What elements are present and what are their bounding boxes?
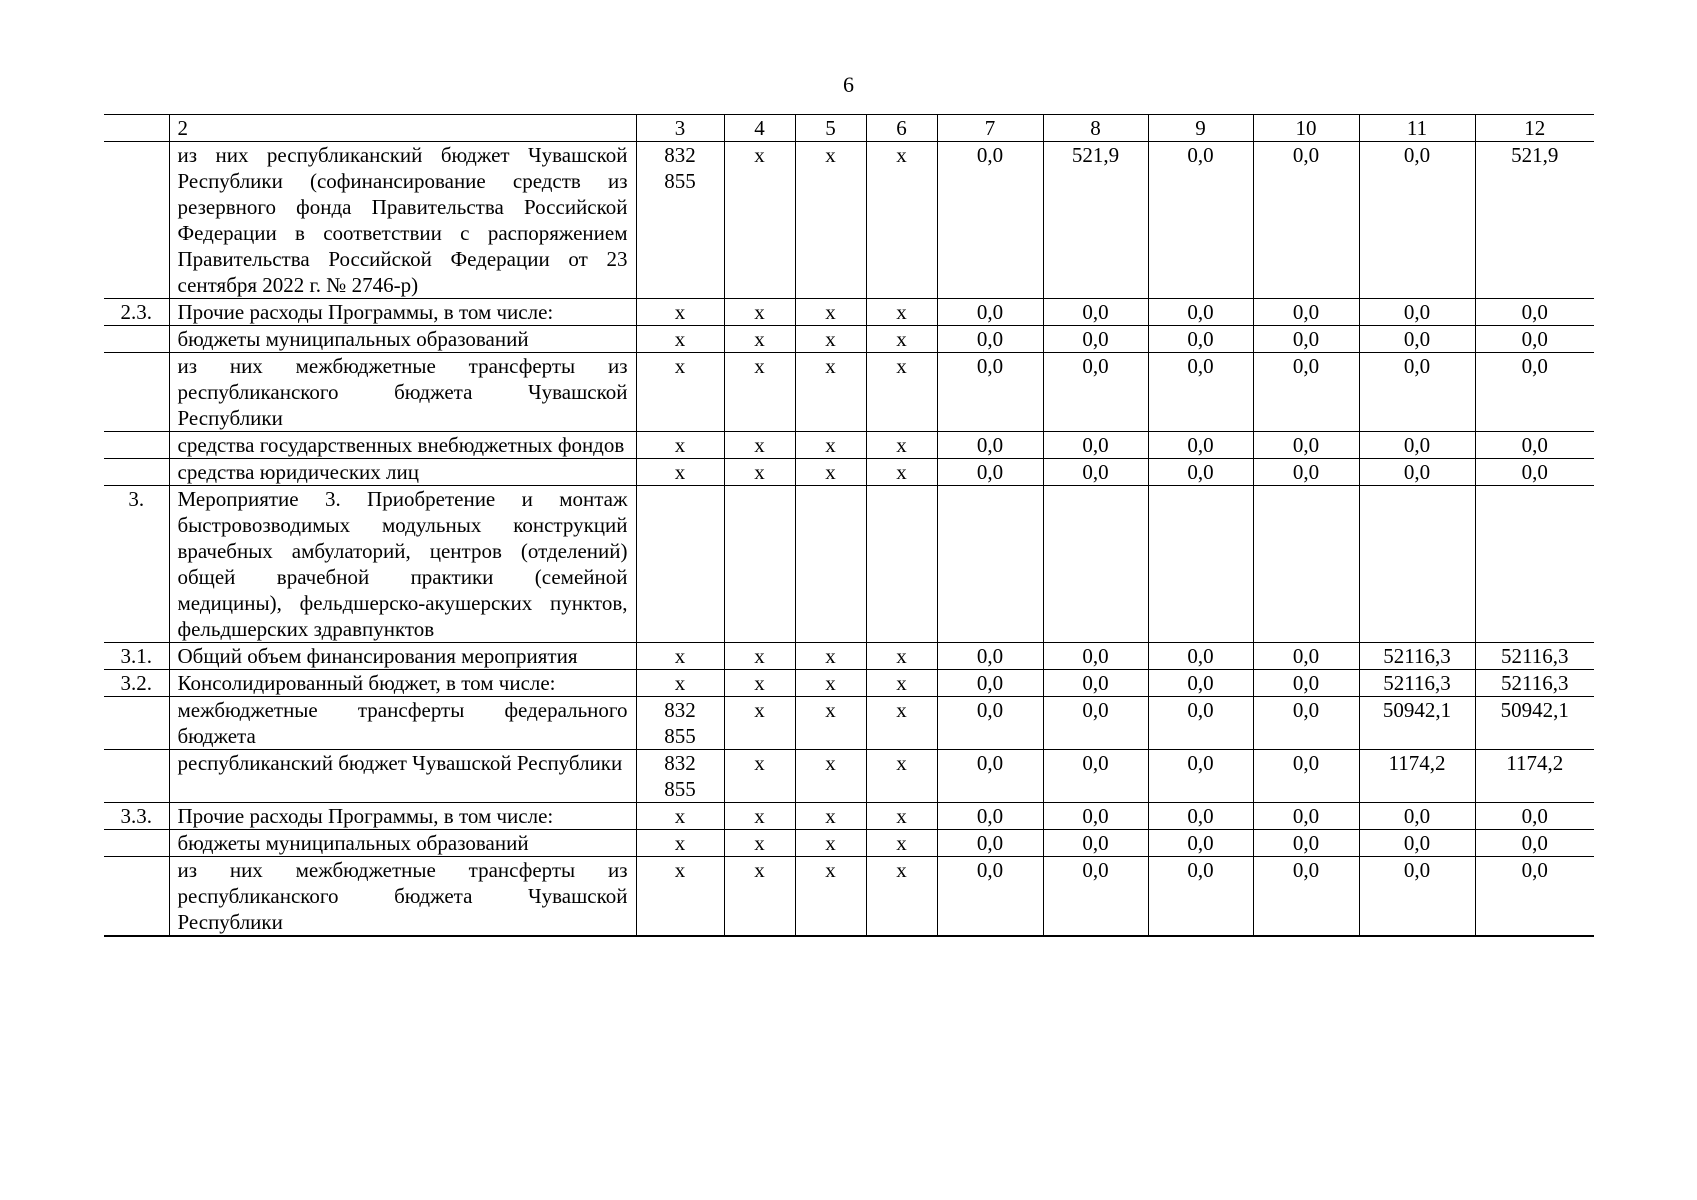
cell-col-10 [1253,486,1359,643]
cell-col-11: 0,0 [1359,830,1475,857]
cell-col-6: x [866,750,937,803]
cell-item-number: 2.3. [104,299,169,326]
cell-col-8: 0,0 [1043,697,1148,750]
cell-col-12: 0,0 [1475,353,1594,432]
cell-col-6: x [866,299,937,326]
page-number: 6 [843,72,854,97]
table-row [104,486,1594,643]
cell-col-7: 0,0 [937,142,1043,299]
cell-col-11: 0,0 [1359,299,1475,326]
cell-col-11 [1359,486,1475,643]
cell-description: из них межбюджетные трансферты из республиканского бюджета Чувашской Республики [169,857,636,937]
cell-col-10: 0,0 [1253,830,1359,857]
cell-budget-code [636,486,724,643]
cell-col-4: x [724,857,795,937]
cell-col-4: x [724,432,795,459]
column-header-budget-code: 3 [636,115,724,142]
cell-col-4: x [724,142,795,299]
cell-col-12: 0,0 [1475,299,1594,326]
column-header-col-4: 4 [724,115,795,142]
table-row [104,432,1594,459]
cell-col-6: x [866,670,937,697]
table-row [104,670,1594,697]
cell-description: Мероприятие 3. Приобретение и монтаж быстровозводимых модульных конструкций врачебных амбулаторий, центров (отделений) общей врачебной практики (семейной медицины), фельдшерско-акушерских пунктов, фельдшерских здравпунктов [169,486,636,643]
cell-col-8: 0,0 [1043,670,1148,697]
cell-description: межбюджетные трансферты федерального бюджета [169,697,636,750]
cell-item-number [104,697,169,750]
cell-col-6: x [866,459,937,486]
cell-col-11: 1174,2 [1359,750,1475,803]
cell-col-8: 0,0 [1043,643,1148,670]
table-row [104,643,1594,670]
cell-col-6: x [866,142,937,299]
cell-col-10: 0,0 [1253,353,1359,432]
cell-col-10: 0,0 [1253,459,1359,486]
cell-budget-code: 832 855 [636,697,724,750]
column-number-row [104,115,1594,142]
cell-item-number [104,830,169,857]
cell-col-7: 0,0 [937,643,1043,670]
cell-col-5 [795,486,866,643]
cell-col-9: 0,0 [1148,459,1253,486]
table-row [104,697,1594,750]
cell-col-9: 0,0 [1148,857,1253,937]
table-row [104,750,1594,803]
cell-col-8: 0,0 [1043,830,1148,857]
cell-col-12: 0,0 [1475,830,1594,857]
column-header-col-10: 10 [1253,115,1359,142]
cell-col-7: 0,0 [937,432,1043,459]
cell-col-7: 0,0 [937,299,1043,326]
table-row [104,803,1594,830]
cell-col-4: x [724,459,795,486]
cell-col-9: 0,0 [1148,697,1253,750]
cell-budget-code: x [636,670,724,697]
cell-col-10: 0,0 [1253,299,1359,326]
cell-col-6: x [866,643,937,670]
table-row [104,353,1594,432]
cell-item-number: 3.1. [104,643,169,670]
cell-col-11: 0,0 [1359,803,1475,830]
cell-col-5: x [795,326,866,353]
cell-col-10: 0,0 [1253,142,1359,299]
cell-col-11: 0,0 [1359,459,1475,486]
cell-budget-code: x [636,459,724,486]
cell-col-10: 0,0 [1253,857,1359,937]
cell-col-12 [1475,486,1594,643]
cell-col-8: 0,0 [1043,459,1148,486]
column-header-description: 2 [169,115,636,142]
cell-budget-code: x [636,803,724,830]
cell-col-7: 0,0 [937,697,1043,750]
cell-col-9: 0,0 [1148,830,1253,857]
cell-col-11: 52116,3 [1359,643,1475,670]
cell-col-10: 0,0 [1253,643,1359,670]
cell-col-12: 1174,2 [1475,750,1594,803]
column-header-col-11: 11 [1359,115,1475,142]
cell-budget-code: x [636,830,724,857]
cell-item-number: 3. [104,486,169,643]
cell-item-number [104,353,169,432]
cell-col-5: x [795,857,866,937]
cell-col-8 [1043,486,1148,643]
cell-col-12: 0,0 [1475,857,1594,937]
cell-description: из них республиканский бюджет Чувашской Республики (софинансирование средств из резервного фонда Правительства Российской Федерации в соответствии с распоряжением Правительства Российской Федерации от 23 сентября 2022 г. № 2746-р) [169,142,636,299]
cell-col-4: x [724,697,795,750]
table-row [104,299,1594,326]
cell-description: республиканский бюджет Чувашской Республики [169,750,636,803]
cell-col-9: 0,0 [1148,432,1253,459]
column-header-col-8: 8 [1043,115,1148,142]
cell-item-number [104,459,169,486]
cell-col-4: x [724,803,795,830]
cell-col-10: 0,0 [1253,750,1359,803]
cell-col-12: 0,0 [1475,803,1594,830]
cell-col-7: 0,0 [937,670,1043,697]
cell-col-5: x [795,459,866,486]
cell-budget-code: 832 855 [636,750,724,803]
cell-item-number [104,857,169,937]
cell-col-7: 0,0 [937,803,1043,830]
column-header-col-9: 9 [1148,115,1253,142]
financing-table [104,114,1594,937]
cell-col-7: 0,0 [937,353,1043,432]
cell-col-10: 0,0 [1253,326,1359,353]
cell-item-number [104,326,169,353]
cell-col-5: x [795,643,866,670]
cell-col-11: 0,0 [1359,353,1475,432]
cell-col-7: 0,0 [937,459,1043,486]
cell-col-10: 0,0 [1253,670,1359,697]
cell-description: средства юридических лиц [169,459,636,486]
cell-budget-code: x [636,326,724,353]
table-row [104,830,1594,857]
cell-col-9: 0,0 [1148,643,1253,670]
cell-budget-code: x [636,353,724,432]
cell-col-4: x [724,299,795,326]
cell-description: Консолидированный бюджет, в том числе: [169,670,636,697]
cell-col-6: x [866,353,937,432]
cell-col-8: 0,0 [1043,299,1148,326]
cell-col-9: 0,0 [1148,803,1253,830]
cell-item-number [104,142,169,299]
cell-col-11: 52116,3 [1359,670,1475,697]
cell-col-7: 0,0 [937,830,1043,857]
cell-col-6 [866,486,937,643]
cell-col-10: 0,0 [1253,803,1359,830]
cell-col-4: x [724,353,795,432]
cell-col-5: x [795,750,866,803]
cell-col-11: 50942,1 [1359,697,1475,750]
cell-description: средства государственных внебюджетных фондов [169,432,636,459]
cell-col-4: x [724,750,795,803]
cell-col-12: 0,0 [1475,432,1594,459]
cell-item-number [104,750,169,803]
column-header-col-6: 6 [866,115,937,142]
cell-col-9: 0,0 [1148,326,1253,353]
cell-col-8: 0,0 [1043,353,1148,432]
cell-col-6: x [866,803,937,830]
table-row [104,857,1594,937]
cell-col-11: 0,0 [1359,142,1475,299]
cell-col-9: 0,0 [1148,142,1253,299]
cell-col-8: 0,0 [1043,857,1148,937]
cell-col-11: 0,0 [1359,432,1475,459]
cell-col-9 [1148,486,1253,643]
cell-description: Прочие расходы Программы, в том числе: [169,299,636,326]
cell-description: бюджеты муниципальных образований [169,830,636,857]
cell-col-11: 0,0 [1359,857,1475,937]
cell-description: бюджеты муниципальных образований [169,326,636,353]
cell-col-9: 0,0 [1148,299,1253,326]
cell-col-12: 52116,3 [1475,643,1594,670]
cell-col-5: x [795,142,866,299]
cell-budget-code: x [636,857,724,937]
cell-col-10: 0,0 [1253,697,1359,750]
cell-col-6: x [866,432,937,459]
column-header-item-number [104,115,169,142]
cell-col-8: 0,0 [1043,750,1148,803]
cell-col-7: 0,0 [937,326,1043,353]
cell-col-10: 0,0 [1253,432,1359,459]
cell-col-4: x [724,670,795,697]
cell-item-number: 3.2. [104,670,169,697]
cell-col-12: 52116,3 [1475,670,1594,697]
cell-col-6: x [866,830,937,857]
table-row [104,326,1594,353]
cell-col-12: 521,9 [1475,142,1594,299]
cell-budget-code: x [636,643,724,670]
column-header-col-7: 7 [937,115,1043,142]
cell-col-5: x [795,697,866,750]
cell-col-6: x [866,697,937,750]
cell-col-4: x [724,326,795,353]
cell-col-6: x [866,326,937,353]
cell-col-5: x [795,803,866,830]
column-header-col-12: 12 [1475,115,1594,142]
cell-col-7 [937,486,1043,643]
cell-description: Прочие расходы Программы, в том числе: [169,803,636,830]
cell-col-8: 0,0 [1043,803,1148,830]
cell-col-9: 0,0 [1148,670,1253,697]
cell-description: из них межбюджетные трансферты из республиканского бюджета Чувашской Республики [169,353,636,432]
cell-col-9: 0,0 [1148,750,1253,803]
cell-col-8: 521,9 [1043,142,1148,299]
column-header-col-5: 5 [795,115,866,142]
cell-budget-code: x [636,432,724,459]
cell-col-9: 0,0 [1148,353,1253,432]
cell-col-11: 0,0 [1359,326,1475,353]
cell-col-12: 0,0 [1475,326,1594,353]
cell-col-5: x [795,299,866,326]
cell-col-12: 0,0 [1475,459,1594,486]
cell-budget-code: 832 855 [636,142,724,299]
cell-col-8: 0,0 [1043,432,1148,459]
cell-budget-code: x [636,299,724,326]
cell-col-4: x [724,830,795,857]
cell-description: Общий объем финансирования мероприятия [169,643,636,670]
cell-col-5: x [795,830,866,857]
cell-col-4 [724,486,795,643]
table-row [104,142,1594,299]
cell-col-5: x [795,432,866,459]
table-row [104,459,1594,486]
cell-col-7: 0,0 [937,750,1043,803]
cell-item-number [104,432,169,459]
cell-col-6: x [866,857,937,937]
cell-col-4: x [724,643,795,670]
table-body [104,115,1594,937]
cell-item-number: 3.3. [104,803,169,830]
cell-col-8: 0,0 [1043,326,1148,353]
cell-col-7: 0,0 [937,857,1043,937]
cell-col-5: x [795,353,866,432]
cell-col-12: 50942,1 [1475,697,1594,750]
cell-col-5: x [795,670,866,697]
